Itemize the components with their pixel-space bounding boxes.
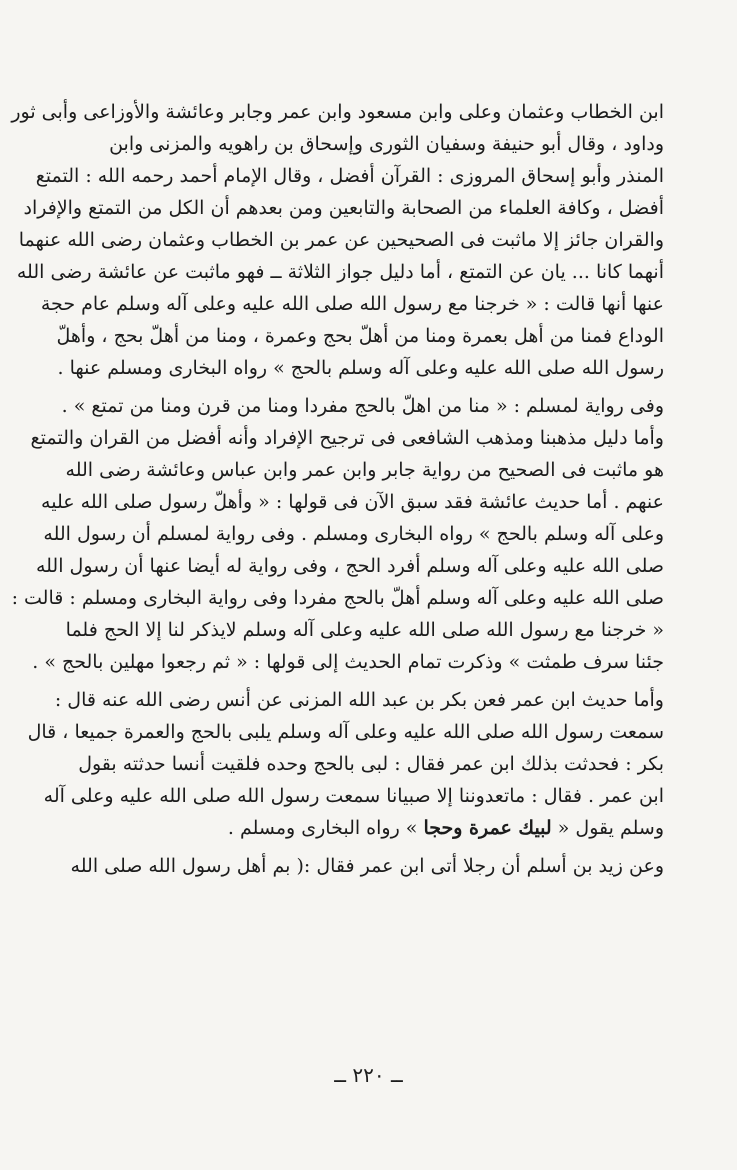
text-line: هو ماثبت فى الصحيح من رواية جابر وابن عمر وابن عباس وعائشة رضى الله <box>65 459 664 481</box>
text-line: سمعت رسول الله صلى الله عليه وعلى آله وسلم يلبى بالحج والعمرة جميعا ، قال <box>27 721 664 743</box>
text-line: عنهم . أما حديث عائشة فقد سبق الآن فى قولها : « وأهلّ رسول صلى الله عليه <box>41 491 664 513</box>
text-line: وعلى آله وسلم بالحج » رواه البخارى ومسلم . وفى رواية لمسلم أن رسول الله <box>43 523 664 545</box>
text-line-with-bold <box>86 812 664 844</box>
text-line: وداود ، وقال أبو حنيفة وسفيان الثورى وإسحاق بن راهويه والمزنى وابن <box>109 133 664 155</box>
text-line: أنهما كانا ... يان عن التمتع ، أما دليل جواز الثلاثة ــ فهو ماثبت عن عائشة رضى الله <box>16 261 664 283</box>
text-line: جئنا سرف طمثت » وذكرت تمام الحديث إلى قولها : « ثم رجعوا مهلين بالحج » . <box>32 651 664 673</box>
text-line: وعن زيد بن أسلم أن رجلا أتى ابن عمر فقال :( بم أهل رسول الله صلى الله <box>70 855 664 877</box>
paragraph-4 <box>70 850 664 882</box>
text-line: المنذر وأبو إسحاق المروزى : القرآن أفضل ، وقال الإمام أحمد رحمه الله : التمتع <box>35 165 664 187</box>
bold-quote: لبيك عمرة وحجا <box>423 817 552 839</box>
page-number: ــ ٢٢٠ ــ <box>334 1063 403 1087</box>
paragraph-3 <box>27 684 664 844</box>
paragraph-1 <box>11 96 664 384</box>
text-line: رسول الله صلى الله عليه وعلى آله وسلم بالحج » رواه البخارى ومسلم عنها . <box>57 357 664 379</box>
text-line: صلى الله عليه وعلى آله وسلم أفرد الحج ، وفى رواية له أيضا عنها أن رسول الله <box>35 555 664 577</box>
text-line: صلى الله عليه وعلى آله وسلم أهلّ بالحج مفردا وفى رواية البخارى ومسلم : قالت : <box>11 587 664 609</box>
text-line: عنها أنها قالت : « خرجنا مع رسول الله صلى الله عليه وعلى آله وسلم عام حجة <box>40 293 664 315</box>
text-line: بكر : فحدثت بذلك ابن عمر فقال : لبى بالحج وحده فلقيت أنسا حدثته بقول <box>78 753 664 775</box>
text-line: وأما دليل مذهبنا ومذهب الشافعى فى ترجيح الإفراد وأنه أفضل من القران والتمتع <box>30 427 664 449</box>
text-fragment: » رواه البخارى ومسلم . <box>227 817 424 839</box>
text-line: « خرجنا مع رسول الله صلى الله عليه وعلى آله وسلم لايذكر لنا إلا الحج فلما <box>65 619 664 641</box>
text-line: ابن الخطاب وعثمان وعلى وابن مسعود وابن عمر وجابر وعائشة والأوزاعى وأبى ثور <box>11 101 664 123</box>
text-line: وفى رواية لمسلم : « منا من اهلّ بالحج مفردا ومنا من قرن ومنا من تمتع » . <box>61 395 664 417</box>
body-text <box>11 96 664 882</box>
text-line: ابن عمر . فقال : ماتعدوننا إلا صبيانا سمعت رسول الله صلى الله عليه وعلى آله <box>43 785 664 807</box>
text-fragment: وسلم يقول « <box>551 817 664 839</box>
text-line: والقران جائز إلا ماثبت فى الصحيحين عن عمر بن الخطاب وعثمان رضى الله عنهما <box>18 229 664 251</box>
paragraph-2 <box>11 390 664 678</box>
text-line: أفضل ، وكافة العلماء من الصحابة والتابعين ومن بعدهم أن الكل من التمتع والإفراد <box>23 197 664 219</box>
text-line: الوداع فمنا من أهل بعمرة ومنا من أهلّ بحج وعمرة ، ومنا من أهلّ بحج ، وأهلّ <box>56 325 664 347</box>
text-line: وأما حديث ابن عمر فعن بكر بن عبد الله المزنى عن أنس رضى الله عنه قال : <box>54 689 664 711</box>
